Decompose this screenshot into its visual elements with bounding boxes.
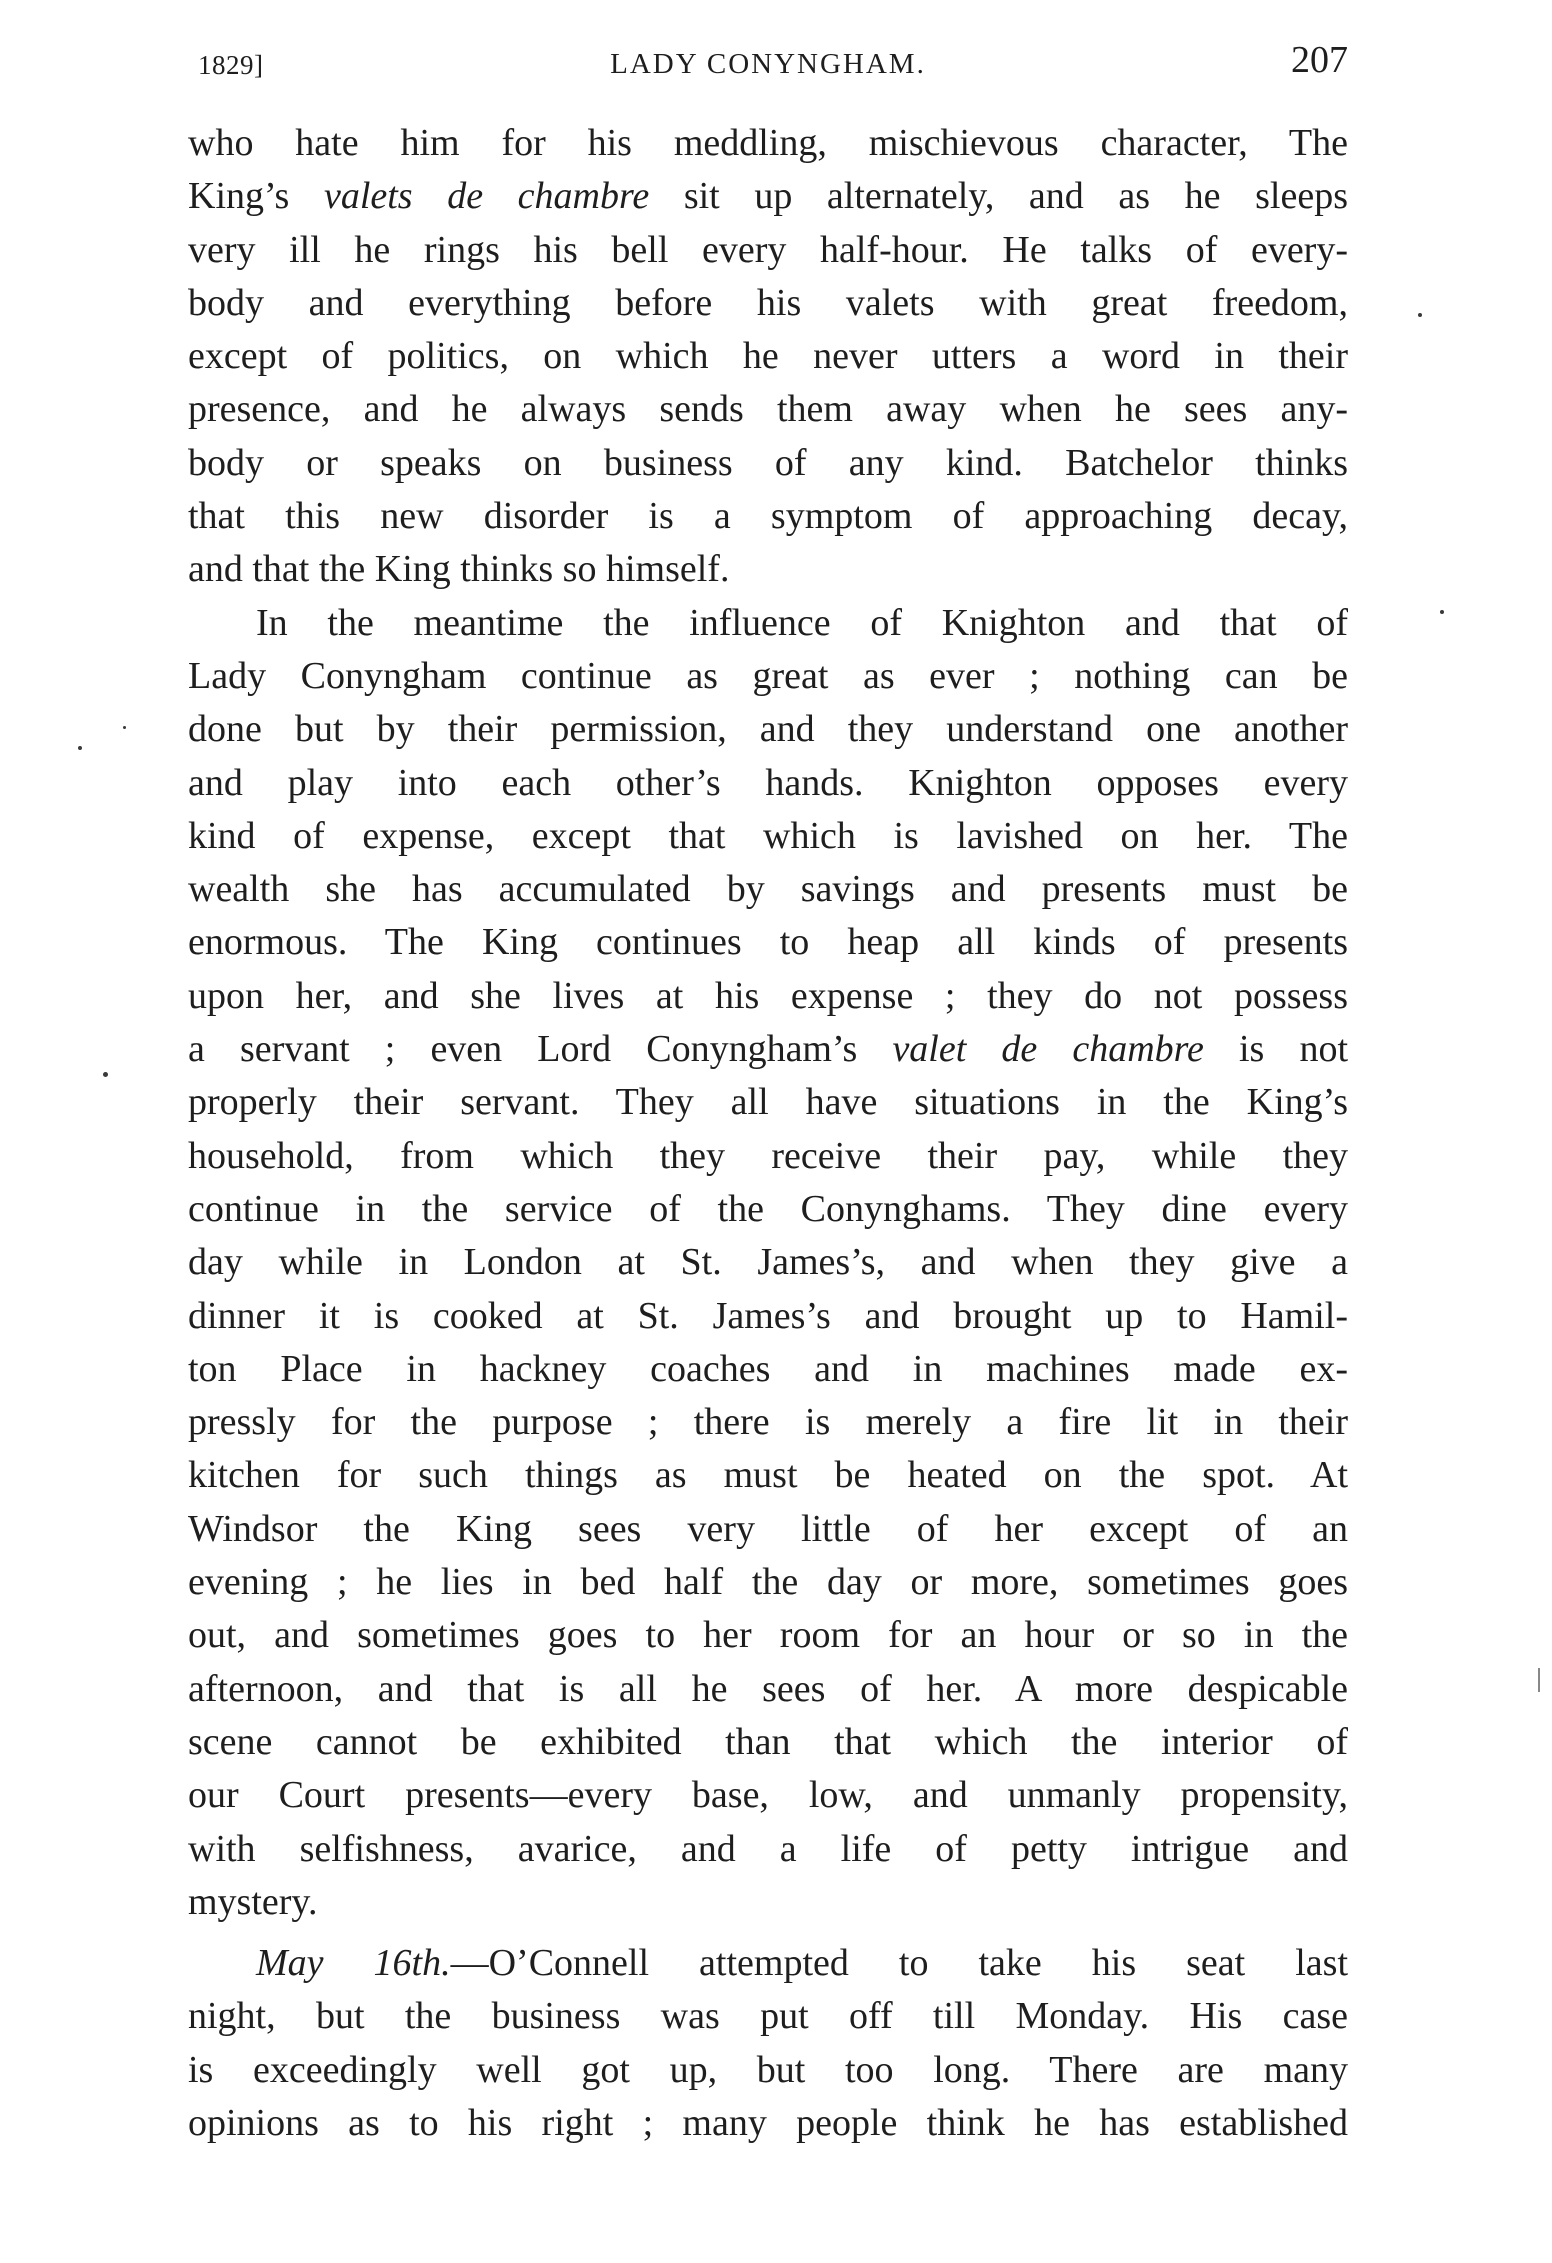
running-head-year: 1829]: [198, 50, 264, 80]
text-line: Lady Conyngham continue as great as ever ; nothing can be: [188, 654, 1348, 697]
text-line: very ill he rings his bell every half-hour. He talks of every-: [188, 228, 1348, 271]
text-line: opinions as to his right ; many people think he has established: [188, 2101, 1348, 2144]
text-line: is exceedingly well got up, but too long. There are many: [188, 2048, 1348, 2091]
text-line: enormous. The King continues to heap all kinds of presents: [188, 921, 1348, 964]
text-line: May 16th.—O’Connell attempted to take his seat last: [256, 1942, 1348, 1985]
text-line: afternoon, and that is all he sees of her. A more despicable: [188, 1667, 1348, 1710]
print-speck: [123, 726, 126, 729]
text-line: evening ; he lies in bed half the day or more, sometimes goes: [188, 1561, 1348, 1604]
italic-phrase: valets de chambre: [323, 175, 650, 218]
text-line: King’s valets de chambre sit up alternately, and as he sleeps: [188, 175, 1348, 218]
text-line: scene cannot be exhibited than that which the interior of: [188, 1720, 1348, 1763]
text-line: ton Place in hackney coaches and in machines made ex-: [188, 1347, 1348, 1390]
text-line: that this new disorder is a symptom of approaching decay,: [188, 495, 1348, 538]
print-speck: [78, 746, 82, 750]
text-line: mystery.: [188, 1880, 318, 1923]
text-line: In the meantime the influence of Knighton and that of: [256, 601, 1348, 644]
date-heading: May 16th.: [256, 1942, 451, 1985]
text-line: our Court presents—every base, low, and unmanly propensity,: [188, 1774, 1348, 1817]
margin-rule-mark: [1538, 1668, 1540, 1692]
text-line: day while in London at St. James’s, and when they give a: [188, 1241, 1348, 1284]
text-line: properly their servant. They all have situations in the King’s: [188, 1081, 1348, 1124]
text-line: a servant ; even Lord Conyngham’s valet de chambre is not: [188, 1028, 1348, 1071]
text-line: done but by their permission, and they understand one another: [188, 708, 1348, 751]
print-speck: [1440, 610, 1444, 614]
text-line: Windsor the King sees very little of her except of an: [188, 1507, 1348, 1550]
text-line: and that the King thinks so himself.: [188, 548, 730, 591]
text-line: body and everything before his valets with great freedom,: [188, 281, 1348, 324]
text-line: wealth she has accumulated by savings and presents must be: [188, 868, 1348, 911]
running-head: [188, 38, 1348, 98]
text-line: household, from which they receive their pay, while they: [188, 1134, 1348, 1177]
text-line: night, but the business was put off till Monday. His case: [188, 1995, 1348, 2038]
running-head-title: LADY CONYNGHAM.: [610, 48, 926, 80]
text-line: and play into each other’s hands. Knighton opposes every: [188, 761, 1348, 804]
page-number: 207: [1291, 39, 1348, 81]
text-line: who hate him for his meddling, mischievous character, The: [188, 122, 1348, 164]
text-line: with selfishness, avarice, and a life of petty intrigue and: [188, 1827, 1348, 1870]
text-line: body or speaks on business of any kind. Batchelor thinks: [188, 441, 1348, 484]
text-line: pressly for the purpose ; there is merely a fire lit in their: [188, 1401, 1348, 1444]
print-speck: [1418, 313, 1422, 317]
text-line: out, and sometimes goes to her room for an hour or so in the: [188, 1614, 1348, 1657]
print-speck: [103, 1072, 108, 1077]
italic-phrase: valet de chambre: [892, 1028, 1204, 1071]
text-line: dinner it is cooked at St. James’s and brought up to Hamil-: [188, 1294, 1348, 1337]
body-text: [188, 117, 1348, 2150]
text-line: kitchen for such things as must be heated on the spot. At: [188, 1454, 1348, 1497]
text-line: presence, and he always sends them away when he sees any-: [188, 388, 1348, 431]
text-line: upon her, and she lives at his expense ; they do not possess: [188, 974, 1348, 1017]
text-line: kind of expense, except that which is lavished on her. The: [188, 814, 1348, 857]
text-line: continue in the service of the Conynghams. They dine every: [188, 1187, 1348, 1230]
text-line: except of politics, on which he never utters a word in their: [188, 335, 1348, 378]
